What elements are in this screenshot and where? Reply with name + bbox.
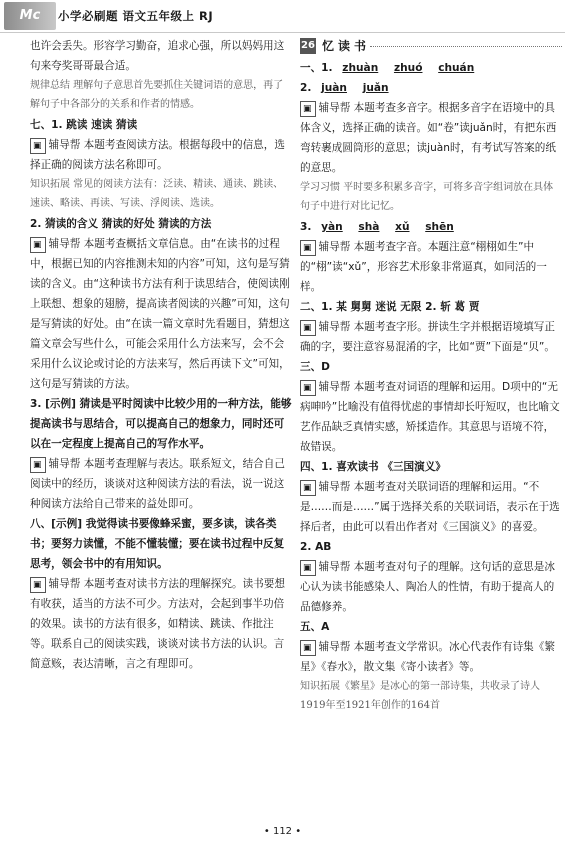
answer-text: 也许会丢失。形容学习勤奋，追求心强，所以妈妈用这句来夸奖哥哥最合适。 [30,40,285,72]
helper-note [30,135,292,175]
helper-note [300,557,562,617]
helper-note [300,98,562,178]
answer-heading: 2. AB [300,540,332,553]
helper-text: 辅导帮 本题考查概括文章信息。由“在读书的过程中，根据已知的内容推测未知的内容”可知，这句是写猜读的含义。由“这种读书方法有利于读思结合，使阅读刚上联想、想象的翅膀，提高读者阅读的兴趣”可知，这句是写猜读的好处。由“在读一篇文章时先看题目，猜想这篇文章会写些什么，可能会采用什么方法来写，会不会采用什么议论或讨论的方法来写，然后再读下文”可知，这句是写猜读的方法。 [30,237,290,390]
helper-badge [300,320,316,336]
book-title: 小学必刷题 语文五年级上 RJ [58,9,214,23]
pinyin-answer [300,217,562,237]
knowledge-note: 知识拓展《繁星》是冰心的第一部诗集，共收录了诗人1919年至1921年创作的164首 [300,680,540,712]
pinyin-word: shēn [425,220,454,233]
answer-heading: 八、[示例] 我觉得读书要像蜂采蜜，要多读，读各类书；要努力读懂，不能不懂装懂；要在读书过程中反复思考，领会书中的有用知识。 [30,517,285,570]
rule-summary-note: 规律总结 理解句子意思首先要抓住关键词语的意思，再了解句子中各部分的关系和作者的情感。 [30,80,284,111]
helper-text: 辅导帮 本题考查对读书方法的理解探究。读书要想有收获，适当的方法不可少。方法对，会起到事半功倍的效果。读书的方法有很多，如精读、跳读、作批注等。联系自己的阅读实践，谈谈对读书方法的认识。言简意赅，表达清晰，言之有理即可。 [30,577,285,670]
helper-badge [30,577,46,593]
helper-text: 辅导帮 本题考查对词语的理解和运用。D项中的“无病呻吟”比喻没有值得忧虑的事情却长吁短叹，也比喻文艺作品缺乏真情实感，矫揉造作。其意思与语境不符，故错误。 [300,380,560,453]
helper-note [300,377,562,457]
section-title: 忆读书 [322,39,371,53]
helper-text: 辅导帮 本题考查多音字。根据多音字在语境中的具体含义，选择正确的读音。如“卷”读juǎn时，有把东西弯转裹成圆筒形的意思；读juàn时，有考试写答案的纸的意思。 [300,102,557,174]
answer-heading: 2. 猜读的含义 猜读的好处 猜读的方法 [30,217,212,230]
answer-heading: 3. [示例] 猜读是平时阅读中比较少用的一种方法，能够提高读书与思结合，可以提高自己的想象力，同时还可以在一定程度上提高自己的写作水平。 [30,397,292,450]
helper-badge [300,380,316,396]
pinyin-word: yàn [321,220,343,233]
header-divider [0,32,565,33]
answer-label: 一、1. [300,62,333,74]
helper-note [300,237,562,297]
helper-text: 辅导帮 本题考查理解与表达。联系短文，结合自己阅读中的经历，谈谈对这种阅读方法的看法，说一说这种阅读方法给自己带来的益处即可。 [30,457,285,510]
helper-note [300,477,562,537]
pinyin-word: chuán [438,62,475,74]
page-number: • 112 • [263,826,302,837]
helper-text: 辅导帮 本题考查对关联词语的理解和运用。“不是……而是……”属于选择关系的关联词语，表示在于选择后者，由此可以看出作者对《三国演义》的喜爱。 [300,480,560,533]
right-column [300,36,562,716]
helper-text: 辅导帮 本题考查阅读方法。根据每段中的信息，选择正确的阅读方法名称即可。 [30,138,285,171]
helper-text: 辅导帮 本题考查文学常识。冰心代表作有诗集《繁星》《春水》，散文集《寄小读者》等。 [300,640,555,673]
helper-badge [30,457,46,473]
helper-badge [30,138,46,154]
helper-text: 辅导帮 本题考查字形。拼读生字并根据语境填写正确的字，要注意容易混淆的字，比如“贾”下面是“贝”。 [300,320,556,353]
page-header [0,0,565,34]
helper-text: 辅导帮 本题考查字音。本题注意“栩栩如生”中的“栩”读“xǔ”，形容艺术形象非常逼真，如同活的一样。 [300,240,547,293]
helper-badge [300,560,316,576]
brand-logo: Mc [4,2,56,30]
answer-heading: 七、1. 跳读 速读 猜读 [30,118,138,131]
answer-heading: 三、D [300,360,330,373]
answer-heading: 二、1. 某 舅舅 迷说 无限 2. 斩 葛 贾 [300,300,480,313]
answer-label: 3. [300,220,312,233]
section-number: 26 [300,38,316,54]
pinyin-word: juàn [321,82,347,94]
pinyin-word: zhuàn [342,62,379,74]
helper-badge [300,640,316,656]
helper-text: 辅导帮 本题考查对句子的理解。这句话的意思是冰心认为读书能感染人、陶冶人的性情，有助于提高人的品德修养。 [300,560,555,613]
pinyin-word: juǎn [362,82,389,94]
helper-note [30,454,292,514]
pinyin-word: zhuó [393,62,423,74]
helper-note [30,234,292,394]
pinyin-answer [300,78,562,98]
pinyin-answer [300,58,562,78]
pinyin-word: shà [358,220,380,233]
helper-note [300,317,562,357]
answer-heading: 四、1. 喜欢读书 《三国演义》 [300,460,446,473]
helper-badge [300,240,316,256]
section-header [300,36,562,58]
answer-label: 2. [300,82,312,94]
study-habit-note: 学习习惯 平时要多积累多音字，可将多音字组词放在具体句子中进行对比记忆。 [300,182,554,213]
knowledge-note: 知识拓展 常见的阅读方法有：泛读、精读、通读、跳读、速读、略读、再读、写读、浮阅读、选读。 [30,178,284,210]
helper-note [30,574,292,674]
answer-heading: 五、A [300,620,330,633]
helper-badge [300,101,316,117]
helper-badge [30,237,46,253]
helper-badge [300,480,316,496]
helper-note [300,637,562,677]
pinyin-word: xǔ [395,220,410,233]
section-rule [370,46,562,47]
left-column [30,36,292,674]
